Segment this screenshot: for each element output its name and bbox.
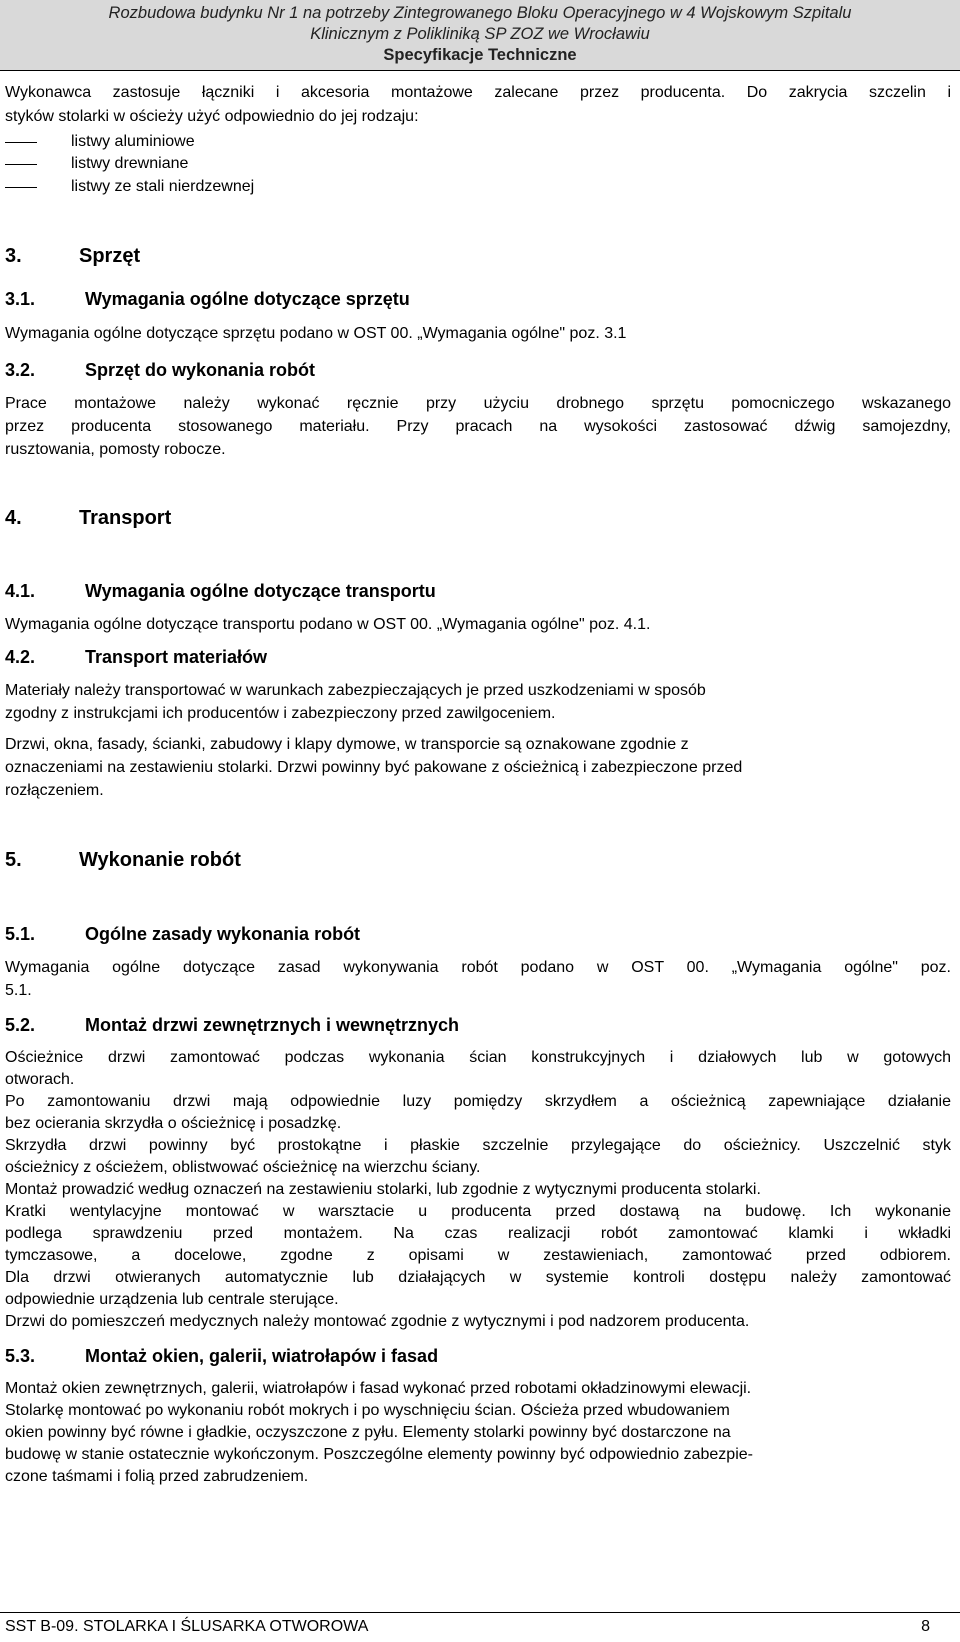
paragraph-5-3-line: okien powinny być równe i gładkie, oczyszczone z pyłu. Elementy stolarki powinny być dostarczone na [5,1424,731,1441]
subsection-heading-3-1 [5,287,410,311]
paragraph-5-2-line: tymczasowe, a docelowe, zgodne z opisami w zestawieniach, zamontować przed odbiorem. [5,1247,951,1264]
subsection-heading-4-1 [5,579,436,603]
paragraph-4-2-b-line-3: rozłączeniem. [5,782,104,799]
section-number: 4. [5,507,22,529]
subsection-title: Wymagania ogólne dotyczące sprzętu [85,289,410,309]
section-heading-3 [5,243,140,269]
list-dash [5,187,37,188]
section-number: 5. [5,849,22,871]
paragraph-4-2-b-line-2: oznaczeniami na zestawieniu stolarki. Drzwi powinny być pakowane z ościeżnicą i zabezpieczone przed [5,759,743,776]
subsection-title: Transport materiałów [85,647,268,667]
footer-title: SST B-09. STOLARKA I ŚLUSARKA OTWOROWA [5,1618,369,1635]
paragraph-4-2-b-line-1: Drzwi, okna, fasady, ścianki, zabudowy i klapy dymowe, w transporcie są oznakowane zgodnie z [5,736,689,753]
paragraph-5-2-line: Montaż prowadzić według oznaczeń na zestawieniu stolarki, lub zgodnie z wytycznymi producenta stolarki. [5,1181,761,1198]
subsection-heading-3-2 [5,358,315,382]
paragraph-5-2-line: otworach. [5,1071,75,1088]
paragraph-5-1-line-1: Wymagania ogólne dotyczące zasad wykonywania robót podano w OST 00. „Wymagania ogólne" poz. [5,959,951,976]
paragraph-5-1-line-2: 5.1. [5,982,32,999]
paragraph-5-2-line: Dla drzwi otwieranych automatycznie lub działających w systemie kontroli dostępu należy zamontować [5,1269,951,1286]
paragraph-3-2-line-1: Prace montażowe należy wykonać ręcznie przy użyciu drobnego sprzętu pomocniczego wskazanego [5,395,951,412]
header-subtitle: Specyfikacje Techniczne [383,46,577,64]
paragraph-3-2-line-2: przez producenta stosowanego materiału. Przy pracach na wysokości zastosować dźwig samojezdny, [5,418,951,435]
list-dash [5,164,37,165]
paragraph-5-2-line: bez ocierania skrzydła o ościeżnicę i posadzkę. [5,1115,342,1132]
intro-line-2: styków stolarki w ościeży użyć odpowiednio do jej rodzaju: [5,108,419,125]
page-number: 8 [921,1618,930,1635]
subsection-heading-5-1 [5,922,360,946]
paragraph-4-2-a-line-1: Materiały należy transportować w warunkach zabezpieczających je przed uszkodzeniami w sposób [5,682,706,699]
paragraph-5-3-line: Montaż okien zewnętrznych, galerii, wiatrołapów i fasad wykonać przed robotami okładzinowymi elewacji. [5,1380,752,1397]
subsection-number: 3.1. [5,289,36,309]
paragraph-3-2-line-3: rusztowania, pomosty robocze. [5,441,226,458]
list-dash [5,142,37,143]
paragraph-5-2-line: Po zamontowaniu drzwi mają odpowiednie luzy pomiędzy skrzydłem a ościeżnicą zapewniające działanie [5,1093,951,1110]
list-item: listwy ze stali nierdzewnej [71,178,255,195]
paragraph-4-1: Wymagania ogólne dotyczące transportu podano w OST 00. „Wymagania ogólne" poz. 4.1. [5,616,651,633]
subsection-number: 4.1. [5,581,36,601]
paragraph-3-1: Wymagania ogólne dotyczące sprzętu podano w OST 00. „Wymagania ogólne" poz. 3.1 [5,325,627,342]
subsection-title: Ogólne zasady wykonania robót [85,924,361,944]
subsection-number: 3.2. [5,360,36,380]
subsection-heading-4-2 [5,645,267,669]
subsection-number: 4.2. [5,647,36,667]
intro-line-1: Wykonawca zastosuje łączniki i akcesoria montażowe zalecane przez producenta. Do zakrycia szczelin i [5,84,951,101]
section-title: Sprzęt [79,245,141,267]
paragraph-5-2-line: podlega sprawdzeniu przed montażem. Na czas realizacji robót zamontować klamki i wkładki [5,1225,951,1242]
paragraph-5-3-line: Stolarkę montować po wykonaniu robót mokrych i po wyschnięciu ścian. Ościeża przed wbudowaniem [5,1402,730,1419]
paragraph-5-2-line: Drzwi do pomieszczeń medycznych należy montować zgodnie z wytycznymi i pod nadzorem producenta. [5,1313,750,1330]
section-title: Wykonanie robót [79,849,241,871]
subsection-title: Wymagania ogólne dotyczące transportu [85,581,436,601]
paragraph-5-2-line: odpowiednie urządzenia lub centrale sterujące. [5,1291,339,1308]
subsection-number: 5.2. [5,1015,36,1035]
subsection-heading-5-3 [5,1344,438,1368]
paragraph-5-2-line: Ościeżnice drzwi zamontować podczas wykonania ścian konstrukcyjnych i działowych lub w gotowych [5,1049,951,1066]
header-title-line-1: Rozbudowa budynku Nr 1 na potrzeby Zintegrowanego Bloku Operacyjnego w 4 Wojskowym Szpitalu [108,4,852,22]
paragraph-5-3-line: czone taśmami i folią przed zabrudzeniem. [5,1468,309,1485]
paragraph-5-2-line: ościeżnicy z ościeżem, oblistwować ościeżnicę na wierzchu ściany. [5,1159,481,1176]
list-item: listwy drewniane [71,155,189,172]
page-header [0,0,960,70]
subsection-title: Sprzęt do wykonania robót [85,360,316,380]
paragraph-5-2-line: Kratki wentylacyjne montować w warsztacie u producenta przed dostawą na budowę. Ich wykonanie [5,1203,951,1220]
paragraph-4-2-a-line-2: zgodny z instrukcjami ich producentów i zabezpieczony przed zawilgoceniem. [5,705,556,722]
section-heading-5 [5,847,241,873]
section-number: 3. [5,245,22,267]
header-title-line-2: Klinicznym z Polikliniką SP ZOZ we Wrocławiu [310,25,650,43]
paragraph-5-2-line: Skrzydła drzwi powinny być prostokątne i płaskie szczelnie przylegające do ościeżnicy. Uszczelnić styk [5,1137,951,1154]
subsection-title: Montaż okien, galerii, wiatrołapów i fasad [85,1346,439,1366]
section-heading-4 [5,505,171,531]
subsection-title: Montaż drzwi zewnętrznych i wewnętrznych [85,1015,460,1035]
paragraph-5-3-line: budowę w stanie ostatecznie wykończonym. Poszczególne elementy powinny być odpowiednio zabezpie- [5,1446,753,1463]
list-item: listwy aluminiowe [71,133,195,150]
section-title: Transport [79,507,172,529]
footer-divider [0,1612,960,1613]
subsection-number: 5.3. [5,1346,36,1366]
subsection-heading-5-2 [5,1013,459,1037]
subsection-number: 5.1. [5,924,36,944]
header-divider [0,70,960,71]
